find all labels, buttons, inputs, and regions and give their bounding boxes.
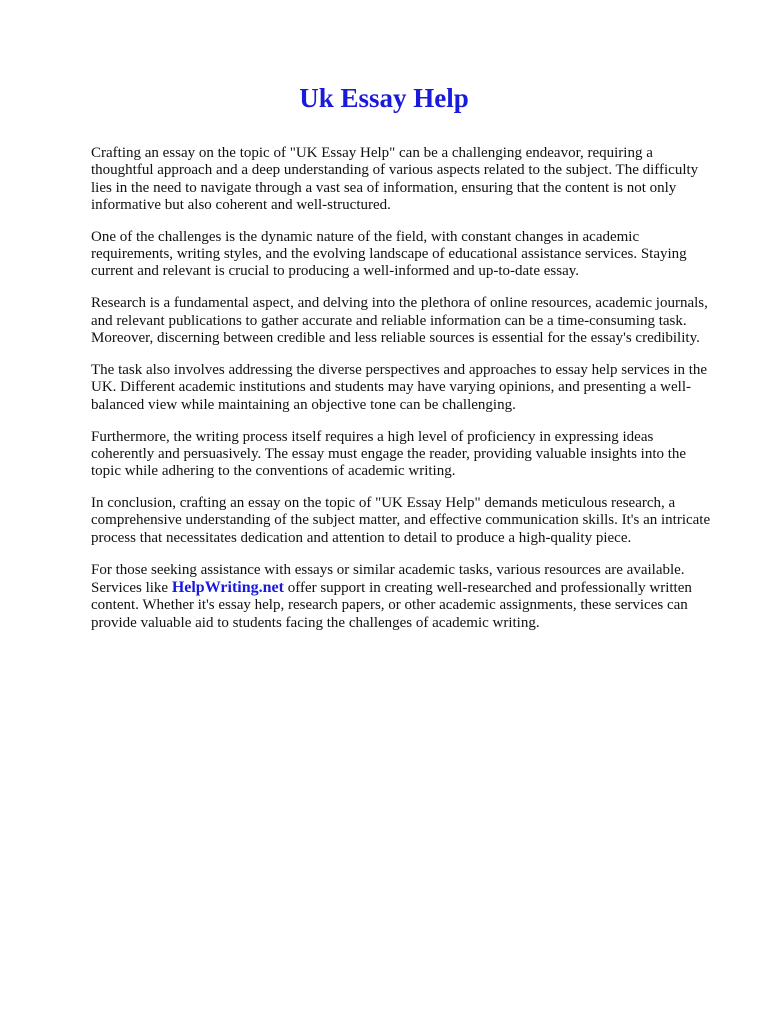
resources-text-before-link: For those seeking assistance with essays or similar academic tasks, various resources are available. Services like <box>91 561 685 597</box>
document-body <box>91 145 711 647</box>
resources-text-after-link: offer support in creating well-researched and professionally written content. Whether it's essay help, research papers, or other academic assignments, these services can provide valuable aid to students facing the challenges of academic writing. <box>91 580 692 631</box>
paragraph-conclusion: In conclusion, crafting an essay on the topic of "UK Essay Help" demands meticulous research, a comprehensive understanding of the subject matter, and effective communication skills. It's an intricate process that necessitates dedication and attention to detail to produce a high-quality piece. <box>91 495 711 546</box>
paragraph-writing-process: Furthermore, the writing process itself requires a high level of proficiency in expressing ideas coherently and persuasively. The essay must engage the reader, providing valuable insights into the topic while adhering to the conventions of academic writing. <box>91 428 687 480</box>
paragraph-resources <box>91 562 711 632</box>
paragraph-perspectives: The task also involves addressing the diverse perspectives and approaches to essay help services in the UK. Different academic institutions and students may have varying opinions, and presenting a well-balanced view while maintaining an objective tone can be challenging. <box>91 362 708 413</box>
paragraph-intro: Crafting an essay on the topic of "UK Essay Help" can be a challenging endeavor, requiring a thoughtful approach and a deep understanding of various aspects related to the subject. The difficulty lies in the need to navigate through a vast sea of information, ensuring that the content is not only informative but also coherent and well-structured. <box>91 145 699 213</box>
paragraph-challenges: One of the challenges is the dynamic nature of the field, with constant changes in academic requirements, writing styles, and the evolving landscape of educational assistance services. Staying current and relevant is crucial to producing a well-informed and up-to-date essay. <box>91 228 687 280</box>
page-title: Uk Essay Help <box>299 83 469 113</box>
paragraph-research: Research is a fundamental aspect, and delving into the plethora of online resources, academic journals, and relevant publications to gather accurate and reliable information can be a time-consuming task. Moreover, discerning between credible and less reliable sources is essential for the essay's credibility. <box>91 295 708 347</box>
helpwriting-link[interactable]: HelpWriting.net <box>171 579 284 597</box>
